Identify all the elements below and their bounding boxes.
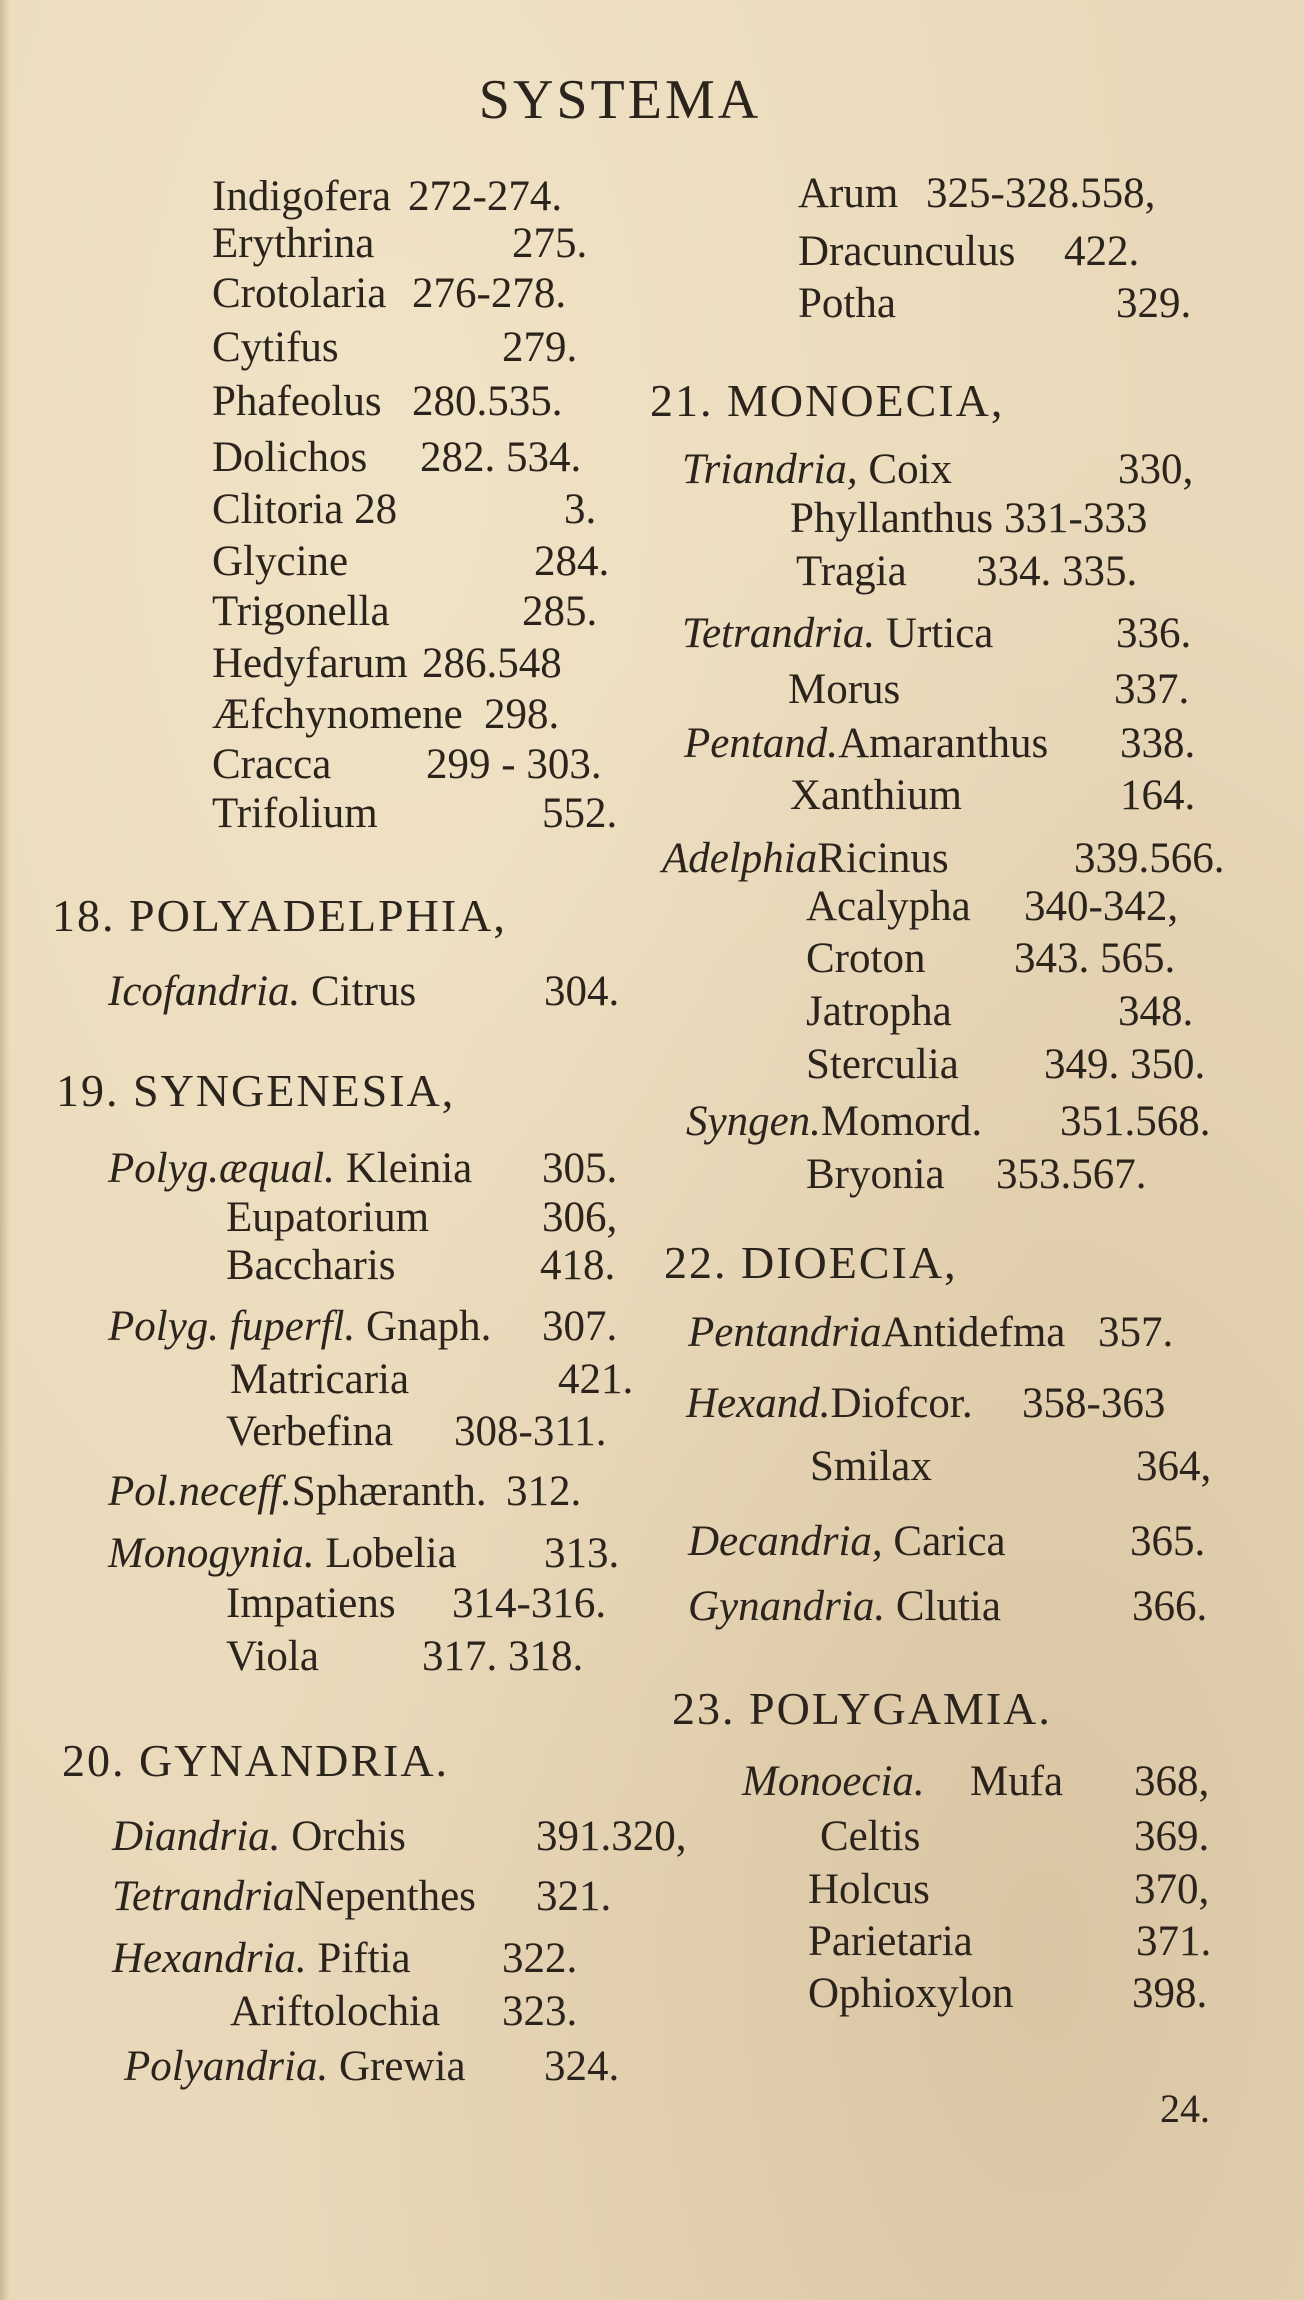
genus-name: Citrus <box>311 968 417 1015</box>
page-ref: 284. <box>534 538 610 585</box>
page-ref: 280.535. <box>412 378 563 425</box>
page-ref: 314-316. <box>452 1580 607 1627</box>
list-item <box>212 324 578 371</box>
list-item <box>108 1145 618 1192</box>
genus-name: Hedyfarum <box>212 640 408 687</box>
order-name: Diandria. <box>112 1813 281 1860</box>
order-name: Tetrandria. <box>682 610 876 657</box>
page-ref: 337. <box>1114 666 1190 713</box>
genus-name: Trifolium <box>212 790 378 837</box>
genus-name: Baccharis <box>226 1242 396 1289</box>
list-item <box>808 1970 1208 2017</box>
list-item <box>808 1866 1210 1913</box>
page-ref: 371. <box>1136 1918 1212 1965</box>
page-ref: 279. <box>502 324 578 371</box>
order-name: Hexandria. <box>112 1935 307 1982</box>
class-heading-polygamia: 23. POLYGAMIA. <box>672 1683 1052 1734</box>
page-ref: 3. <box>564 486 597 533</box>
list-item <box>796 548 1138 595</box>
list-item <box>212 486 597 533</box>
genus-name: Indigofera <box>212 173 392 220</box>
page-ref: 299 - 303. <box>426 741 602 788</box>
list-item <box>806 1151 1147 1198</box>
genus-name: Viola <box>226 1633 319 1680</box>
list-item <box>212 173 563 220</box>
page-ref: 317. 318. <box>422 1633 584 1680</box>
genus-name: Cytifus <box>212 324 339 371</box>
page-ref: 313. <box>544 1530 620 1577</box>
genus-name: Diofcor. <box>830 1380 973 1427</box>
genus-name: Morus <box>788 666 901 713</box>
page-ref: 348. <box>1118 988 1194 1035</box>
list-item <box>662 835 1225 882</box>
genus-name: Ricinus <box>817 835 949 882</box>
genus-name: Orchis <box>291 1813 406 1860</box>
list-item <box>798 228 1140 275</box>
page-ref: 552. <box>542 790 618 837</box>
list-item <box>686 1380 1166 1427</box>
genus-name: Croton <box>806 935 926 982</box>
list-item <box>682 446 1194 493</box>
list-item <box>684 720 1196 767</box>
list-item <box>230 1356 634 1403</box>
genus-name: Lobelia <box>325 1530 457 1577</box>
order-name: Gynandria. <box>688 1583 886 1630</box>
list-item <box>112 1935 578 1982</box>
list-item <box>686 1098 1211 1145</box>
list-item <box>212 434 582 481</box>
genus-name: Arum <box>798 170 899 217</box>
page-ref: 322. <box>502 1935 578 1982</box>
list-item <box>212 270 567 317</box>
page-ref: 272-274. <box>408 173 563 220</box>
genus-name: Grewia <box>338 2043 466 2090</box>
list-item <box>688 1309 1174 1356</box>
class-heading-gynandria: 20. GYNANDRIA. <box>62 1735 450 1786</box>
genus-name: Tragia <box>796 548 907 595</box>
genus-name: Matricaria <box>230 1356 410 1403</box>
list-item <box>230 1988 578 2035</box>
page-ref: 285. <box>522 588 598 635</box>
list-item <box>808 1918 1212 1965</box>
page-ref: 275. <box>512 220 588 267</box>
list-item <box>212 741 602 788</box>
list-item <box>226 1633 584 1680</box>
page-ref: 282. 534. <box>420 434 582 481</box>
page-ref: 329. <box>1116 280 1192 327</box>
list-item <box>226 1580 607 1627</box>
list-item <box>212 640 562 687</box>
list-item <box>212 790 618 837</box>
page-ref: 304. <box>544 968 620 1015</box>
list-item <box>810 1443 1212 1490</box>
genus-name: Ariftolochia <box>230 1988 441 2035</box>
order-name: Pentand. <box>684 720 839 767</box>
page-ref: 370, <box>1134 1866 1210 1913</box>
order-name: Pentandria <box>688 1309 882 1356</box>
list-item <box>798 170 1156 217</box>
page-ref: 398. <box>1132 1970 1208 2017</box>
genus-name: Mufa <box>970 1758 1064 1805</box>
genus-name: Dolichos <box>212 434 368 481</box>
page-ref: 421. <box>558 1356 634 1403</box>
page-ref: 368, <box>1134 1758 1210 1805</box>
genus-name: Gnaph. <box>365 1303 492 1350</box>
genus-name: Parietaria <box>808 1918 973 1965</box>
list-item <box>108 1530 620 1577</box>
page-ref: 164. <box>1120 772 1196 819</box>
page-ref: 339.566. <box>1074 835 1225 882</box>
genus-name: Kleinia <box>345 1145 473 1192</box>
page-ref: 357. <box>1098 1309 1174 1356</box>
page-ref: 331-333 <box>1004 495 1148 542</box>
page-ref: 340-342, <box>1024 883 1179 930</box>
genus-name: Holcus <box>808 1866 930 1913</box>
running-title: SYSTEMA <box>478 69 762 131</box>
genus-name: Urtica <box>885 610 994 657</box>
order-name: Polyandria. <box>124 2043 329 2090</box>
genus-name: Verbefina <box>226 1408 394 1455</box>
order-name: Triandria, <box>682 446 858 493</box>
list-item <box>124 2043 620 2090</box>
order-name: Hexand. <box>686 1380 831 1427</box>
list-item <box>682 610 1192 657</box>
list-item <box>226 1242 616 1289</box>
page-ref: 306, <box>542 1194 618 1241</box>
genus-name: Carica <box>893 1518 1006 1565</box>
genus-name: Impatiens <box>226 1580 396 1627</box>
genus-name: Sterculia <box>806 1041 959 1088</box>
page-ref: 312. <box>506 1468 582 1515</box>
list-item <box>688 1518 1206 1565</box>
genus-name: Glycine <box>212 538 349 585</box>
class-heading-polyadelphia: 18. POLYADELPHIA, <box>52 890 507 941</box>
genus-name: Cracca <box>212 741 332 788</box>
genus-name: Amaranthus <box>838 720 1049 767</box>
page-ref: 364, <box>1136 1443 1212 1490</box>
list-item <box>798 280 1192 327</box>
list-item <box>806 883 1179 930</box>
list-item <box>108 1303 618 1350</box>
page-ref: 338. <box>1120 720 1196 767</box>
list-item <box>820 1813 1210 1860</box>
genus-name: Potha <box>798 280 896 327</box>
list-item <box>212 220 588 267</box>
genus-name: Sphæranth. <box>291 1468 487 1515</box>
list-item <box>212 538 610 585</box>
genus-name: Jatropha <box>806 988 952 1035</box>
list-item <box>790 495 1148 542</box>
list-item <box>788 666 1190 713</box>
page-ref: 369. <box>1134 1813 1210 1860</box>
page-ref: 325-328.558, <box>926 170 1156 217</box>
page-ref: 391.320, <box>536 1813 687 1860</box>
page-ref: 323. <box>502 1988 578 2035</box>
list-item <box>112 1873 612 1920</box>
list-item <box>212 691 560 738</box>
class-heading-syngenesia: 19. SYNGENESIA, <box>56 1065 456 1116</box>
genus-name: Erythrina <box>212 220 375 267</box>
genus-name: Coix <box>868 446 953 493</box>
order-name: Polyg.æqual. <box>108 1145 335 1192</box>
order-name: Monogynia. <box>108 1530 315 1577</box>
order-name: Polyg. fuperfl. <box>108 1303 356 1350</box>
page-ref: 418. <box>540 1242 616 1289</box>
list-item <box>806 935 1176 982</box>
class-heading-monoecia: 21. MONOECIA, <box>650 375 1005 426</box>
list-item <box>212 588 598 635</box>
list-item <box>806 1041 1206 1088</box>
class-heading-dioecia: 22. DIOECIA, <box>664 1237 958 1288</box>
page-ref: 358-363 <box>1022 1380 1166 1427</box>
list-item <box>226 1408 607 1455</box>
page-ref: 330, <box>1118 446 1194 493</box>
page-ref: 308-311. <box>454 1408 607 1455</box>
page-ref: 298. <box>484 691 560 738</box>
catchword: 24. <box>1160 2086 1210 2131</box>
genus-name: Phyllanthus <box>790 495 994 542</box>
page-ref: 353.567. <box>996 1151 1147 1198</box>
page-ref: 276-278. <box>412 270 567 317</box>
page-ref: 343. 565. <box>1014 935 1176 982</box>
genus-name: Celtis <box>820 1813 921 1860</box>
genus-name: Antidefma <box>881 1309 1066 1356</box>
page-ref: 321. <box>536 1873 612 1920</box>
page-ref: 422. <box>1064 228 1140 275</box>
genus-name: Phafeolus <box>212 378 382 425</box>
page-ref: 305. <box>542 1145 618 1192</box>
genus-name: Dracunculus <box>798 228 1016 275</box>
genus-name: Trigonella <box>212 588 390 635</box>
order-name: Monoecia. <box>742 1758 925 1805</box>
genus-name: Clitoria 28 <box>212 486 398 533</box>
order-name: Syngen. <box>686 1098 821 1145</box>
page-ref: 334. 335. <box>976 548 1138 595</box>
page-ref: 286.548 <box>422 640 562 687</box>
list-item <box>108 1468 582 1515</box>
page-edge-shadow <box>0 0 10 2300</box>
order-name: Adelphia <box>662 835 818 882</box>
page-ref: 324. <box>544 2043 620 2090</box>
list-item <box>212 378 563 425</box>
genus-name: Xanthium <box>790 772 962 819</box>
list-item <box>688 1583 1208 1630</box>
order-name: Pol.neceff. <box>108 1468 292 1515</box>
genus-name: Momord. <box>820 1098 983 1145</box>
list-item <box>790 772 1196 819</box>
page-ref: 307. <box>542 1303 618 1350</box>
order-name: Icofandria. <box>108 968 301 1015</box>
genus-name: Æfchynomene <box>212 691 463 738</box>
page-ref: 336. <box>1116 610 1192 657</box>
genus-name: Ophioxylon <box>808 1970 1014 2017</box>
genus-name: Clutia <box>895 1583 1001 1630</box>
genus-name: Acalypha <box>806 883 971 930</box>
order-name: Tetrandria <box>112 1873 295 1920</box>
genus-name: Smilax <box>810 1443 932 1490</box>
genus-name: Piftia <box>317 1935 411 1982</box>
genus-name: Crotolaria <box>212 270 387 317</box>
list-item <box>806 988 1194 1035</box>
genus-name: Nepenthes <box>294 1873 476 1920</box>
list-item <box>742 1758 1210 1805</box>
order-name: Decandria, <box>688 1518 883 1565</box>
page-ref: 349. 350. <box>1044 1041 1206 1088</box>
list-item <box>112 1813 687 1860</box>
page-ref: 351.568. <box>1060 1098 1211 1145</box>
genus-name: Bryonia <box>806 1151 945 1198</box>
page-ref: 365. <box>1130 1518 1206 1565</box>
list-item <box>226 1194 618 1241</box>
genus-name: Eupatorium <box>226 1194 430 1241</box>
page-ref: 366. <box>1132 1583 1208 1630</box>
list-item <box>108 968 620 1015</box>
